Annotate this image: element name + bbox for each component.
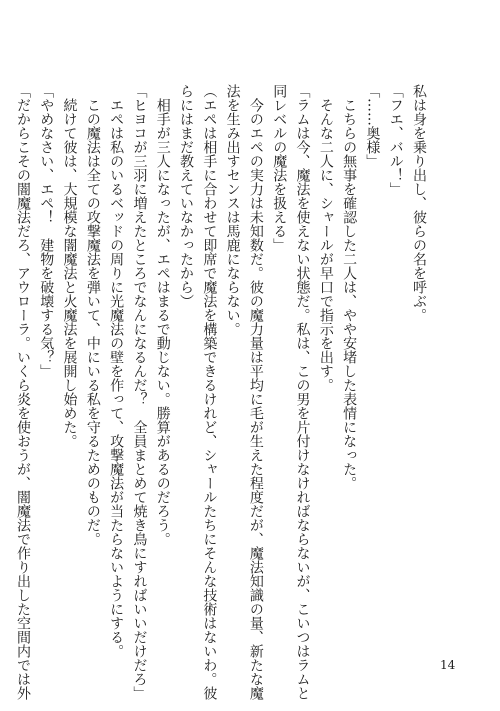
text-line: 今のエペの実力は未知数だ。彼の魔力量は平均に毛が生えた程度だが、魔法知識の量、新たな魔 xyxy=(247,84,264,700)
vertical-text-block xyxy=(14,84,430,700)
text-line: 相手が三人になったが、エペはまるで動じない。勝算があるのだろう。 xyxy=(154,84,171,546)
text-line: エペは私のいるベッドの周りに光魔法の壁を作って、攻撃魔法が当たらないようにする。 xyxy=(108,84,125,658)
text-line: （エペは相手に合わせて即席で魔法を構築できるけれど、シャールたちにそんな技術はないわ。彼 xyxy=(201,84,218,700)
text-line: 「フエ、バル！」 xyxy=(387,84,404,196)
text-line: 「ラムは今、魔法を使えない状態だ。私は、この男を片付けなければならないが、こいつはラムと xyxy=(294,84,311,700)
text-line: 「ヒヨコが三羽に増えたところでなんになるんだ？ 全員まとめて焼き鳥にすればいいだけだろ」 xyxy=(131,84,148,700)
text-line: 「……奥様」 xyxy=(364,84,381,168)
text-line: 続けて彼は、大規模な闇魔法と火魔法を展開し始めた。 xyxy=(61,84,78,448)
text-line: この魔法は全ての攻撃魔法を弾いて、中にいる私を守るためのものだ。 xyxy=(84,84,101,546)
text-line: 私は身を乗り出し、彼らの名を呼ぶ。 xyxy=(411,84,427,322)
text-line: らにはまだ教えていなかったから） xyxy=(178,84,195,308)
page-number: 14 xyxy=(440,658,456,672)
text-line: こちらの無事を確認した二人は、やや安堵した表情になった。 xyxy=(341,84,358,490)
text-line: そんな二人に、シャールが早口で指示を出す。 xyxy=(317,84,334,392)
text-line: 「やめなさい、エペ！ 建物を破壊する気？」 xyxy=(38,84,55,378)
text-line: 同レベルの魔法を扱える」 xyxy=(271,84,288,252)
text-line: 「だからこその闇魔法だろ、アウローラ。いくら炎を使おうが、闇魔法で作り出した空間内では外 xyxy=(14,84,31,700)
text-line: 法を生み出すセンスは馬鹿にならない。 xyxy=(224,84,241,336)
